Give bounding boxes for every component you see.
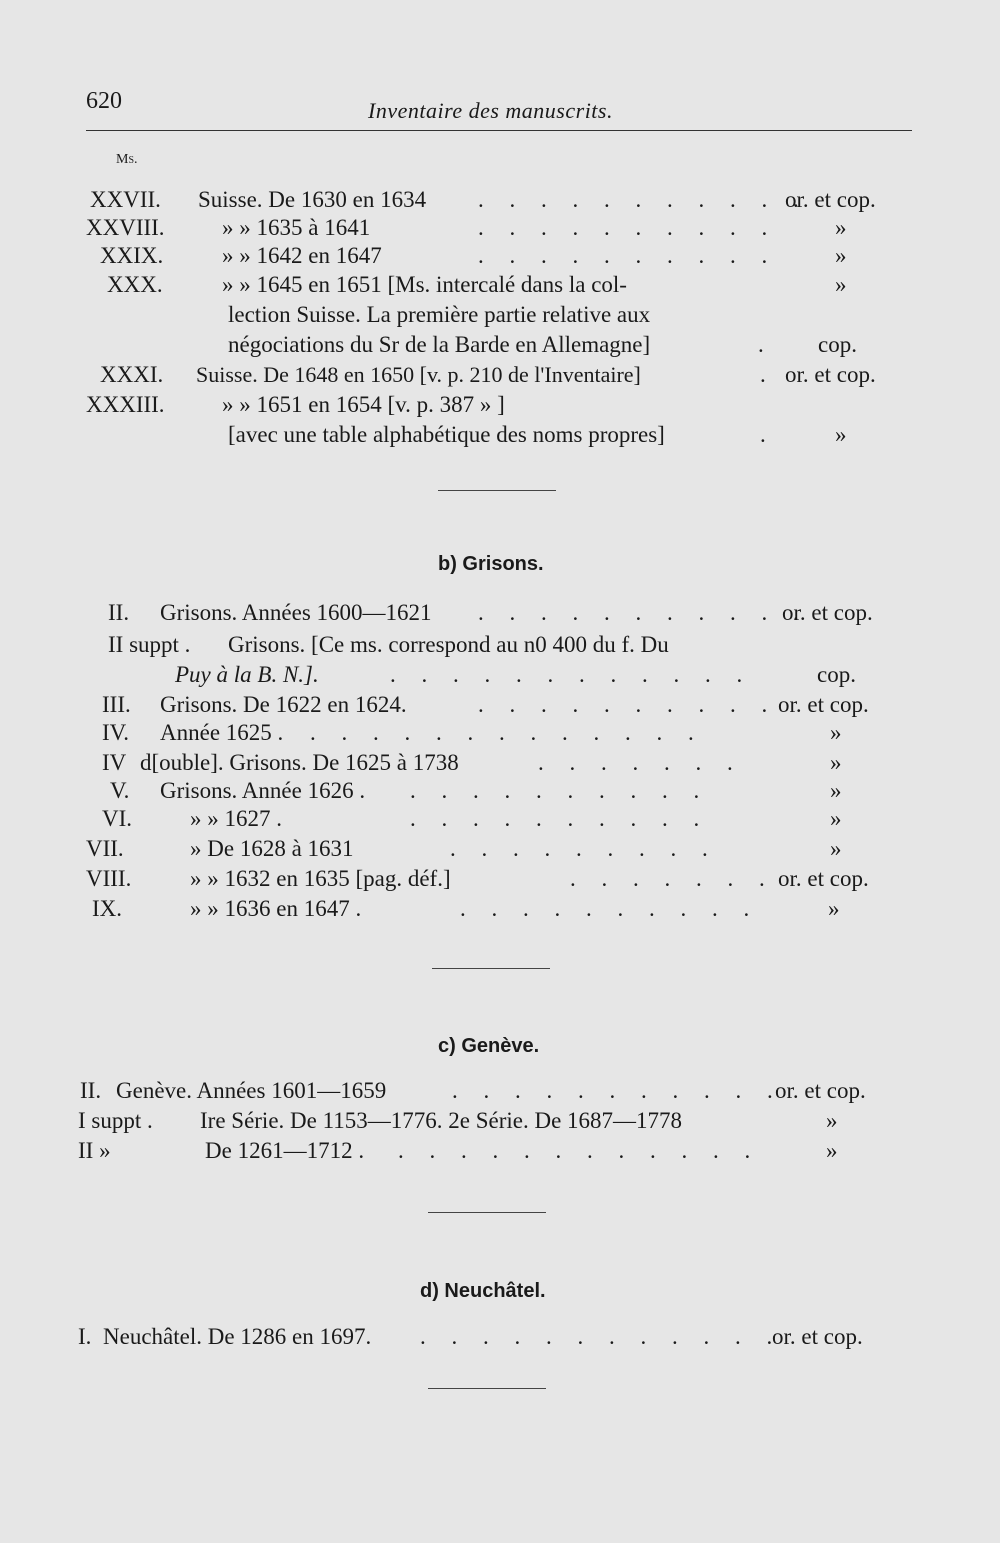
section-divider [428, 1212, 546, 1213]
status-text: » [826, 1138, 838, 1163]
status-text: » [830, 750, 842, 775]
list-item [0, 241, 1000, 271]
list-item [0, 894, 1000, 924]
page-number: 620 [86, 88, 122, 114]
list-item [0, 300, 1000, 330]
entry-text: négociations du Sr de la Barde en Allemagne] [228, 332, 651, 357]
section-title-neuchatel: d) Neuchâtel. [420, 1280, 546, 1302]
ms-number: II suppt . [108, 632, 191, 657]
status-text: » [835, 243, 847, 268]
entry-text: Grisons. Années 1600—1621 [160, 600, 432, 625]
status-text: » [835, 272, 847, 297]
list-item [0, 420, 1000, 450]
list-item [0, 804, 1000, 834]
list-item [0, 748, 1000, 778]
leader-dots: . . . . . . . . . [450, 836, 718, 861]
header-rule [86, 130, 912, 131]
ms-number: V. [110, 778, 130, 803]
status-text: » [826, 1108, 838, 1133]
entry-text: Suisse. De 1648 en 1650 [v. p. 210 de l'Inventaire] [196, 362, 641, 387]
status-text: » [835, 215, 847, 240]
entry-text: [avec une table alphabétique des noms propres] [228, 422, 665, 447]
entry-text: » De 1628 à 1631 [190, 836, 354, 861]
ms-number: XXIX. [100, 243, 164, 268]
entry-text: lection Suisse. La première partie relative aux [228, 302, 651, 327]
entry-text: » » 1632 en 1635 [pag. déf.] [190, 866, 451, 891]
ms-number: III. [102, 692, 131, 717]
list-item [0, 660, 1000, 690]
ms-number: XXVII. [90, 187, 161, 212]
list-item [0, 690, 1000, 720]
list-item [0, 1136, 1000, 1166]
status-text: or. et cop. [775, 1078, 866, 1103]
status-text: or. et cop. [778, 692, 869, 717]
ms-number: I suppt . [78, 1108, 153, 1133]
leader-dots: . . . . . . . . . . . [478, 187, 809, 212]
list-item [0, 1106, 1000, 1136]
leader-dots: . [758, 332, 774, 357]
leader-dots: . [760, 362, 776, 387]
list-item [0, 213, 1000, 243]
section-divider [432, 968, 550, 969]
running-title: Inventaire des manuscrits. [368, 98, 613, 123]
entry-text: Neuchâtel. De 1286 en 1697. [103, 1324, 372, 1349]
section-title-grisons: b) Grisons. [438, 553, 544, 575]
status-text: » [835, 422, 847, 447]
ms-number: VII. [86, 836, 124, 861]
status-text: or. et cop. [785, 362, 876, 387]
ms-number: I. [78, 1324, 92, 1349]
entry-text: Grisons. De 1622 en 1624. [160, 692, 407, 717]
entry-text: » » 1645 en 1651 [Ms. intercalé dans la col- [222, 272, 627, 297]
entry-text: De 1261—1712 . [205, 1138, 365, 1163]
leader-dots: . . . . . . . . . . . . . [310, 720, 704, 745]
list-item [0, 630, 1000, 660]
status-text: or. et cop. [782, 600, 873, 625]
section-title-geneve: c) Genève. [438, 1035, 540, 1057]
status-text: » [830, 806, 842, 831]
status-text: » [830, 836, 842, 861]
leader-dots: . . . . . . . . . . . . [390, 662, 753, 687]
leader-dots: . . . . . . . . . . [410, 778, 710, 803]
ms-number: IV [102, 750, 127, 775]
leader-dots: . . . . . . . . . . [478, 243, 778, 268]
leader-dots: . . . . . . . . . . [478, 215, 778, 240]
list-item [0, 390, 1000, 420]
list-item [0, 1322, 1000, 1352]
ms-number: XXX. [107, 272, 163, 297]
status-text: or. et cop. [785, 187, 876, 212]
ms-number: II » [78, 1138, 111, 1163]
list-item [0, 864, 1000, 894]
entry-text: Genève. Années 1601—1659 [116, 1078, 387, 1103]
list-item [0, 598, 1000, 628]
ms-number: VI. [102, 806, 133, 831]
status-text: cop. [818, 332, 857, 357]
entry-text: » » 1642 en 1647 [222, 243, 382, 268]
entry-text: d[ouble]. Grisons. De 1625 à 1738 [140, 750, 459, 775]
leader-dots: . . . . . . . . . . . . [420, 1324, 783, 1349]
leader-dots: . . . . . . . . . . . . [398, 1138, 761, 1163]
status-text: cop. [817, 662, 856, 687]
ms-column-label: Ms. [116, 152, 138, 167]
list-item [0, 330, 1000, 360]
leader-dots: . . . . . . . . . . [460, 896, 760, 921]
entry-text: » » 1636 en 1647 . [190, 896, 362, 921]
leader-dots: . . . . . . . . . . [478, 692, 778, 717]
list-item [0, 834, 1000, 864]
list-item [0, 718, 1000, 748]
entry-text: » » 1635 à 1641 [222, 215, 371, 240]
ms-number: XXVIII. [86, 215, 165, 240]
status-text: » [830, 720, 842, 745]
section-divider [428, 1388, 546, 1389]
list-item [0, 360, 1000, 390]
ms-number: II. [80, 1078, 102, 1103]
leader-dots: . [760, 422, 776, 447]
entry-text: Grisons. [Ce ms. correspond au n0 400 du f. Du [228, 632, 669, 657]
section-divider [438, 490, 556, 491]
list-item [0, 270, 1000, 300]
entry-text: Puy à la B. N.]. [175, 662, 319, 687]
ms-number: IX. [92, 896, 123, 921]
list-item [0, 776, 1000, 806]
ms-number: II. [108, 600, 130, 625]
leader-dots: . . . . . . . [538, 750, 743, 775]
entry-text: Ire Série. De 1153—1776. 2e Série. De 1687—1778 [200, 1108, 683, 1133]
status-text: or. et cop. [778, 866, 869, 891]
ms-number: IV. [102, 720, 130, 745]
entry-text: » » 1651 en 1654 [v. p. 387 » ] [222, 392, 505, 417]
entry-text: Suisse. De 1630 en 1634 [198, 187, 427, 212]
status-text: or. et cop. [772, 1324, 863, 1349]
status-text: » [828, 896, 840, 921]
leader-dots: . . . . . . . . . . . [478, 600, 809, 625]
ms-number: VIII. [86, 866, 132, 891]
leader-dots: . . . . . . . [570, 866, 775, 891]
list-item [0, 1076, 1000, 1106]
entry-text: Grisons. Année 1626 . [160, 778, 366, 803]
entry-text: » » 1627 . [190, 806, 282, 831]
status-text: » [830, 778, 842, 803]
list-item [0, 185, 1000, 215]
leader-dots: . . . . . . . . . . [410, 806, 710, 831]
ms-number: XXXI. [100, 362, 164, 387]
entry-text: Année 1625 . [160, 720, 284, 745]
leader-dots: . . . . . . . . . . . [452, 1078, 783, 1103]
ms-number: XXXIII. [86, 392, 165, 417]
